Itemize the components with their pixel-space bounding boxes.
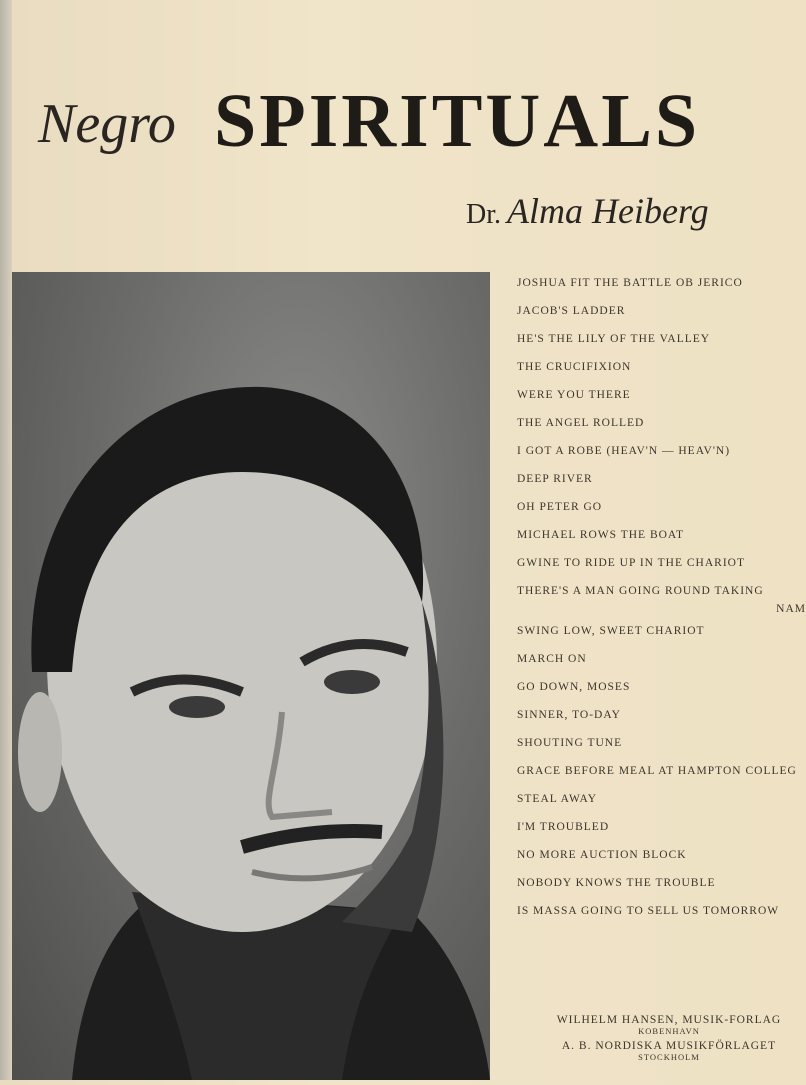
publisher-2: A. B. NORDISKA MUSIKFÖRLAGET xyxy=(561,1040,777,1052)
portrait-photo xyxy=(12,272,490,1080)
song-item: OH PETER GO xyxy=(517,501,603,513)
song-item: SINNER, TO-DAY xyxy=(517,709,621,721)
song-list xyxy=(517,274,806,930)
song-item: GRACE BEFORE MEAL AT HAMPTON COLLEG xyxy=(517,765,797,777)
song-item xyxy=(517,582,806,622)
song-item: I GOT A ROBE (HEAV'N — HEAV'N) xyxy=(517,445,731,457)
title-main: SPIRITUALS xyxy=(214,79,701,163)
song-item-continuation: NAM xyxy=(776,603,806,615)
song-item: GO DOWN, MOSES xyxy=(517,681,631,693)
publisher-1: WILHELM HANSEN, MUSIK-FORLAG xyxy=(556,1014,782,1026)
song-item: MARCH ON xyxy=(517,653,587,665)
publisher-2-city: STOCKHOLM xyxy=(638,1052,700,1062)
page-edge xyxy=(0,0,12,1080)
song-item: GWINE TO RIDE UP IN THE CHARIOT xyxy=(517,557,745,569)
author xyxy=(466,190,709,232)
song-item: WERE YOU THERE xyxy=(517,389,631,401)
song-item: MICHAEL ROWS THE BOAT xyxy=(517,529,684,541)
title-prefix: Negro xyxy=(38,93,176,155)
author-prefix: Dr. xyxy=(466,199,501,230)
song-item: SWING LOW, SWEET CHARIOT xyxy=(517,625,705,637)
song-item: JOSHUA FIT THE BATTLE OB JERICO xyxy=(517,277,743,289)
song-item: NO MORE AUCTION BLOCK xyxy=(517,849,687,861)
song-item: THE ANGEL ROLLED xyxy=(517,417,645,429)
author-name: Alma Heiberg xyxy=(507,191,709,231)
song-item: SHOUTING TUNE xyxy=(517,737,623,749)
portrait-illustration xyxy=(12,272,490,1080)
song-item: STEAL AWAY xyxy=(517,793,598,805)
song-item: IS MASSA GOING TO SELL US TOMORROW xyxy=(517,905,780,917)
song-item: JACOB'S LADDER xyxy=(517,305,626,317)
song-item: THE CRUCIFIXION xyxy=(517,361,632,373)
publishers xyxy=(540,1014,798,1066)
song-item: HE'S THE LILY OF THE VALLEY xyxy=(517,333,711,345)
song-item: NOBODY KNOWS THE TROUBLE xyxy=(517,877,716,889)
publisher-1-city: KOBENHAVN xyxy=(638,1026,700,1036)
song-item-text: THERE'S A MAN GOING ROUND TAKING xyxy=(517,585,764,597)
song-item: I'M TROUBLED xyxy=(517,821,610,833)
song-item: DEEP RIVER xyxy=(517,473,593,485)
